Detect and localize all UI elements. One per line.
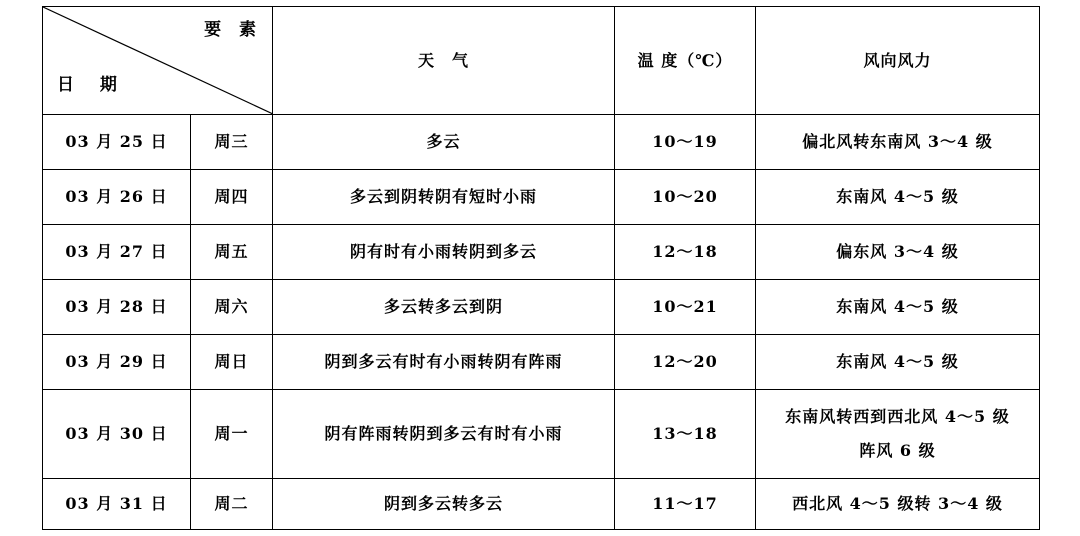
wind-text: 东南风转西到西北风 4～5 级 (785, 407, 1010, 426)
date-cell: 03 月 25 日 (43, 115, 191, 170)
header-elements-label: 要 素 (204, 20, 262, 40)
wind-text: 西北风 4～5 级转 3～4 级 (792, 494, 1003, 513)
temperature-cell: 10～21 (615, 280, 756, 335)
wind-cell (756, 335, 1040, 390)
temperature-cell: 12～20 (615, 335, 756, 390)
temperature-cell: 10～20 (615, 170, 756, 225)
weather-cell: 多云 (273, 115, 615, 170)
table-row (43, 225, 1040, 280)
temperature-cell: 11～17 (615, 479, 756, 530)
temperature-cell: 10～19 (615, 115, 756, 170)
wind-cell (756, 115, 1040, 170)
wind-cell (756, 390, 1040, 479)
header-row (43, 7, 1040, 115)
date-cell: 03 月 29 日 (43, 335, 191, 390)
table-row (43, 170, 1040, 225)
weather-cell: 多云到阴转阴有短时小雨 (273, 170, 615, 225)
weekday-cell: 周日 (191, 335, 273, 390)
weekday-cell: 周四 (191, 170, 273, 225)
date-cell: 03 月 30 日 (43, 390, 191, 479)
date-cell: 03 月 28 日 (43, 280, 191, 335)
temperature-cell: 12～18 (615, 225, 756, 280)
wind-cell (756, 479, 1040, 530)
table-row (43, 280, 1040, 335)
wind-cell (756, 170, 1040, 225)
header-weather: 天 气 (273, 7, 615, 115)
header-temperature: 温 度（℃） (615, 7, 756, 115)
table-row (43, 115, 1040, 170)
weekday-cell: 周三 (191, 115, 273, 170)
weekday-cell: 周六 (191, 280, 273, 335)
weather-cell: 阴到多云有时有小雨转阴有阵雨 (273, 335, 615, 390)
forecast-table (42, 6, 1040, 530)
wind-text: 东南风 4～5 级 (836, 352, 959, 371)
date-cell: 03 月 27 日 (43, 225, 191, 280)
weather-cell: 阴有时有小雨转阴到多云 (273, 225, 615, 280)
header-wind: 风向风力 (756, 7, 1040, 115)
wind-text: 东南风 4～5 级 (836, 187, 959, 206)
weekday-cell: 周一 (191, 390, 273, 479)
wind-cell (756, 225, 1040, 280)
table-row (43, 479, 1040, 530)
weekday-cell: 周五 (191, 225, 273, 280)
wind-text: 东南风 4～5 级 (836, 297, 959, 316)
diagonal-header-cell (43, 7, 273, 115)
wind-text: 偏北风转东南风 3～4 级 (802, 132, 993, 151)
table-row (43, 390, 1040, 479)
temperature-cell: 13～18 (615, 390, 756, 479)
header-date-label: 日 期 (57, 75, 127, 95)
weather-cell: 多云转多云到阴 (273, 280, 615, 335)
date-cell: 03 月 31 日 (43, 479, 191, 530)
date-cell: 03 月 26 日 (43, 170, 191, 225)
weather-cell: 阴有阵雨转阴到多云有时有小雨 (273, 390, 615, 479)
wind-text: 偏东风 3～4 级 (836, 242, 959, 261)
table-row (43, 335, 1040, 390)
weekday-cell: 周二 (191, 479, 273, 530)
wind-gust-text: 阵风 6 级 (859, 441, 936, 460)
wind-cell (756, 280, 1040, 335)
weather-cell: 阴到多云转多云 (273, 479, 615, 530)
